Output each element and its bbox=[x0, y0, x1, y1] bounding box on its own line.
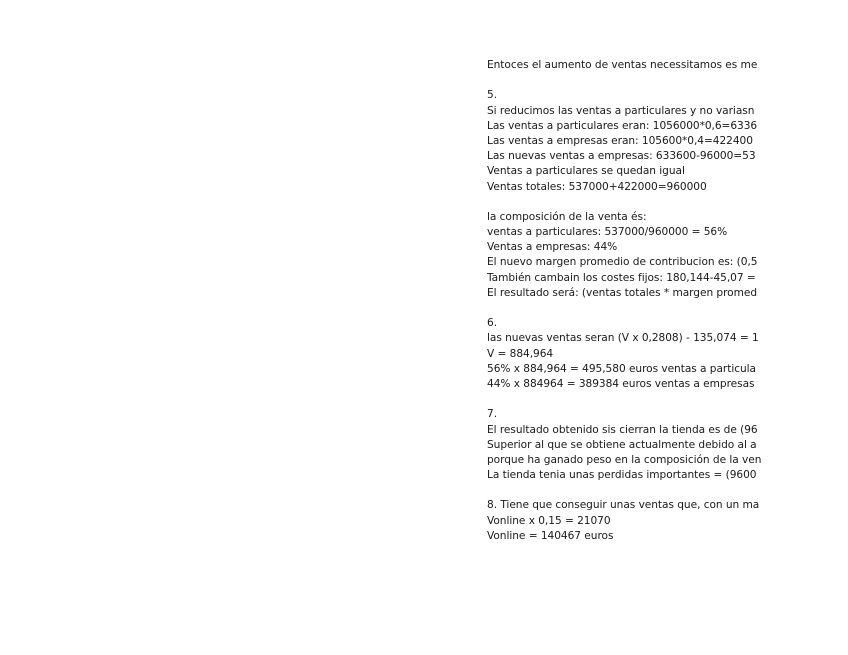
text-line: ventas a particulares: 537000/960000 = 56% bbox=[487, 226, 728, 239]
blank-line bbox=[487, 301, 790, 316]
blank-line bbox=[487, 73, 790, 88]
text-line: La tienda tenia unas perdidas importantes = (9600 bbox=[487, 469, 757, 482]
text-line: El nuevo margen promedio de contribucion es: (0,5 bbox=[487, 256, 758, 269]
text-line: la composición de la venta és: bbox=[487, 210, 647, 223]
text-line: 56% x 884,964 = 495,580 euros ventas a particula bbox=[487, 362, 757, 375]
text-line: Ventas a particulares se quedan igual bbox=[487, 165, 685, 178]
blank-line bbox=[487, 392, 790, 407]
text-line: las nuevas ventas seran (V x 0,2808) - 135,074 = 1 bbox=[487, 332, 759, 345]
text-line: Vonline = 140467 euros bbox=[487, 529, 614, 542]
text-line: V = 884,964 bbox=[487, 347, 554, 360]
text-line: Vonline x 0,15 = 21070 bbox=[487, 514, 611, 527]
text-line: porque ha ganado peso en la composición de la ven bbox=[487, 453, 762, 466]
text-line: 5. bbox=[487, 89, 498, 102]
text-line: También cambain los costes fijos: 180,144-45,07 = bbox=[487, 271, 756, 284]
text-line: Las ventas a empresas eran: 105600*0,4=422400 bbox=[487, 134, 753, 147]
text-line: Entoces el aumento de ventas necessitamos es me bbox=[487, 59, 758, 71]
text-line: Ventas a empresas: 44% bbox=[487, 241, 618, 254]
text-line: Si reducimos las ventas a particulares y no variasn bbox=[487, 104, 755, 117]
text-line: 6. bbox=[487, 317, 498, 330]
text-line: El resultado será: (ventas totales * margen promed bbox=[487, 286, 758, 299]
blank-line bbox=[487, 195, 790, 210]
text-line: Ventas totales: 537000+422000=960000 bbox=[487, 180, 707, 193]
document-text-column bbox=[487, 58, 790, 544]
text-line: 44% x 884964 = 389384 euros ventas a empresas bbox=[487, 377, 755, 390]
text-line: Superior al que se obtiene actualmente debido al a bbox=[487, 438, 757, 451]
text-line: Las ventas a particulares eran: 1056000*0,6=6336 bbox=[487, 119, 758, 132]
text-line: Las nuevas ventas a empresas: 633600-96000=53 bbox=[487, 150, 756, 163]
text-line: 7. bbox=[487, 408, 498, 421]
blank-line bbox=[487, 483, 790, 498]
text-line: El resultado obtenido sis cierran la tienda es de (96 bbox=[487, 423, 758, 436]
text-line: 8. Tiene que conseguir unas ventas que, con un ma bbox=[487, 499, 760, 512]
